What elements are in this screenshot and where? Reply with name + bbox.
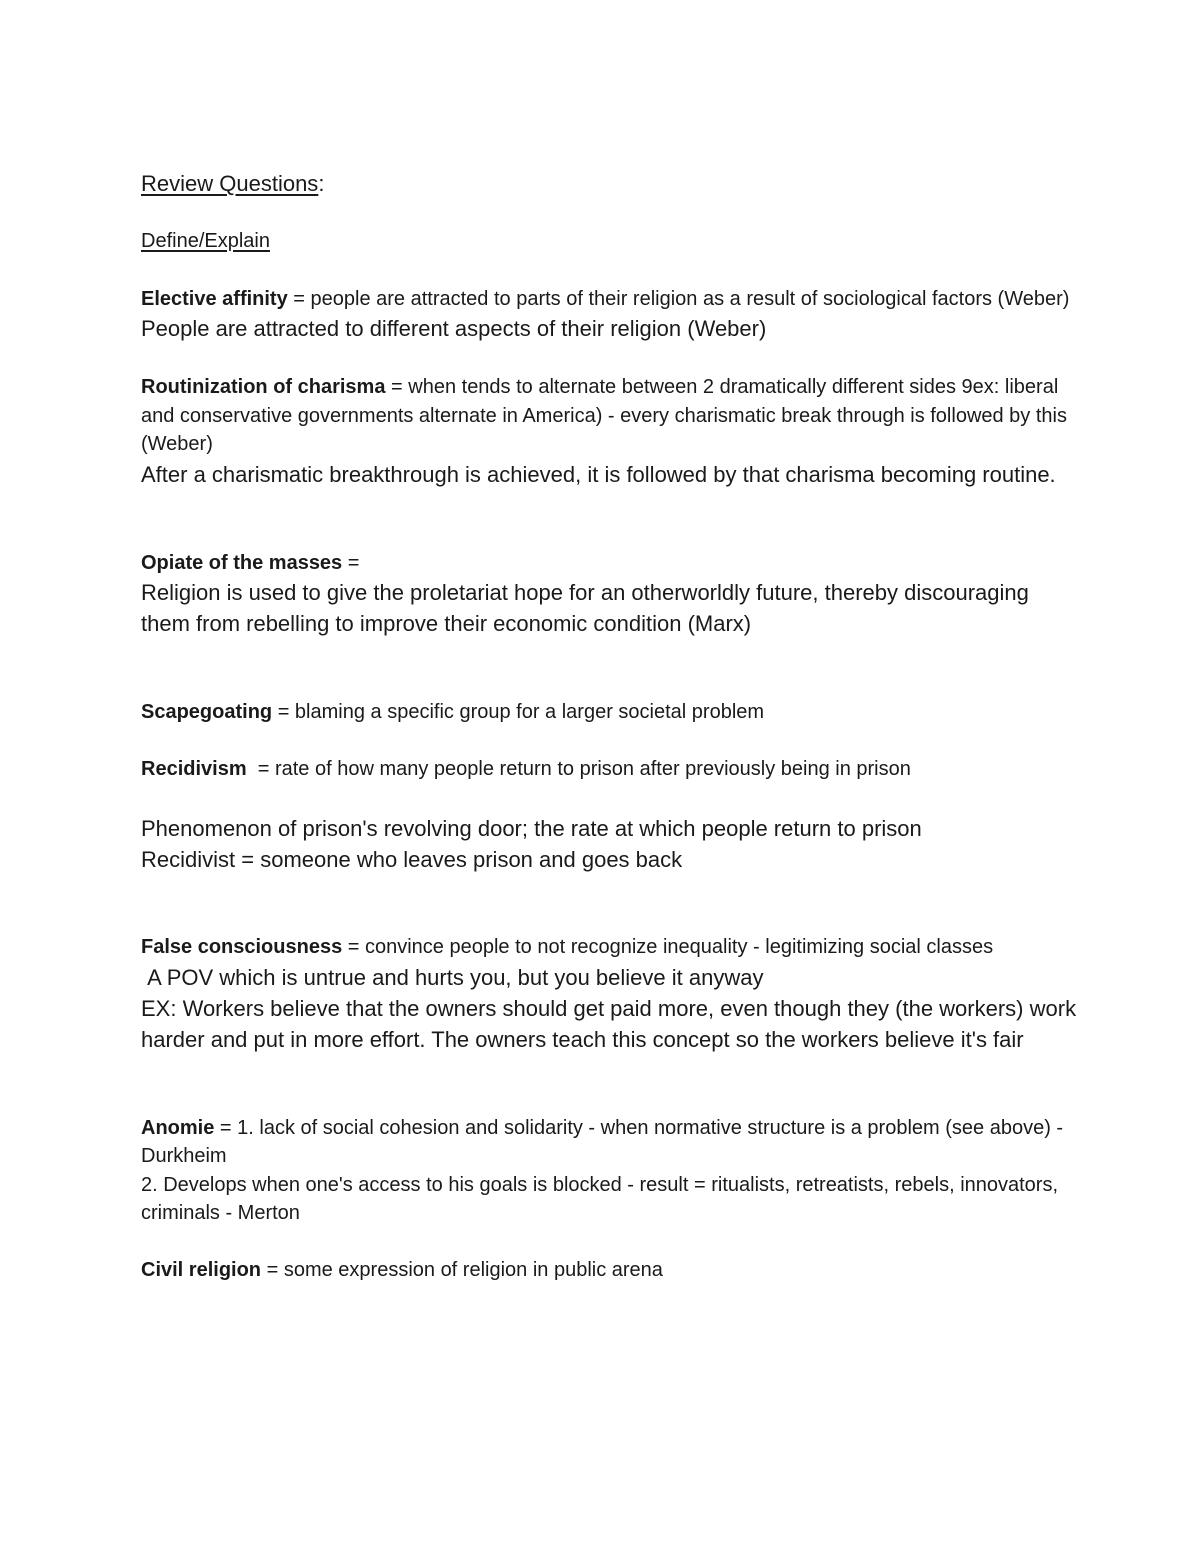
- entry-opiate-of-the-masses: [141, 549, 1081, 578]
- term-definition: = people are attracted to parts of their religion as a result of sociological factors (Weber): [287, 287, 1070, 310]
- entry-recidivism: [141, 755, 1081, 784]
- entry-note: After a charismatic breakthrough is achieved, it is followed by that charisma becoming routine.: [141, 461, 1056, 487]
- entry-elective-affinity: [141, 285, 1081, 314]
- entry-note: Phenomenon of prison's revolving door; the rate at which people return to prison: [141, 816, 922, 841]
- entry-note: Recidivist = someone who leaves prison and goes back: [141, 847, 683, 872]
- entry-definition-part-2: 2. Develops when one's access to his goals is blocked - result = ritualists, retreatists, rebels, innovators, criminals - Merton: [141, 1173, 1059, 1224]
- define-explain-heading: Define/Explain: [141, 230, 270, 252]
- document-body: [141, 168, 1081, 1284]
- term-definition: = 1. lack of social cohesion and solidarity - when normative structure is a problem (see above) - Durkheim: [141, 1116, 1064, 1167]
- page-title: Review Questions:: [141, 171, 325, 196]
- section-heading: [141, 227, 1081, 256]
- term-definition: = when tends to alternate between 2 dramatically different sides 9ex: liberal and conservative governments alternate in America) - every charismatic break through is followed by this (Weber): [141, 376, 1067, 455]
- term-label: Elective affinity: [141, 287, 288, 310]
- term-label: Anomie: [141, 1116, 215, 1139]
- entry-false-consciousness: [141, 933, 1081, 962]
- term-label: Opiate of the masses: [141, 551, 343, 574]
- entry-note: EX: Workers believe that the owners should get paid more, even though they (the workers) work harder and put in more effort. The owners teach this concept so the workers believe it's fair: [141, 995, 1077, 1052]
- term-label: False consciousness: [141, 936, 343, 958]
- term-definition: = some expression of religion in public arena: [261, 1258, 663, 1281]
- term-definition: =: [342, 551, 360, 574]
- term-definition: = convince people to not recognize inequality - legitimizing social classes: [342, 936, 994, 958]
- term-definition: = rate of how many people return to prison after previously being in prison: [246, 757, 911, 780]
- term-label: Routinization of charisma: [141, 376, 386, 398]
- term-label: Scapegoating: [141, 701, 273, 723]
- review-questions-heading: Review Questions: [141, 171, 319, 196]
- term-label: Civil religion: [141, 1258, 262, 1281]
- entry-note: Religion is used to give the proletariat hope for an otherworldly future, thereby discouraging them from rebelling to improve their economic condition (Marx): [141, 580, 1029, 636]
- term-label: Recidivism: [141, 757, 247, 780]
- entry-scapegoating: [141, 698, 1081, 727]
- entry-note: A POV which is untrue and hurts you, but you believe it anyway: [141, 964, 764, 990]
- term-definition: = blaming a specific group for a larger societal problem: [272, 701, 765, 723]
- entry-note: People are attracted to different aspects of their religion (Weber): [141, 316, 767, 341]
- entry-civil-religion: [141, 1256, 1081, 1285]
- entry-anomie: [141, 1114, 1081, 1171]
- entry-routinization-of-charisma: [141, 373, 1081, 459]
